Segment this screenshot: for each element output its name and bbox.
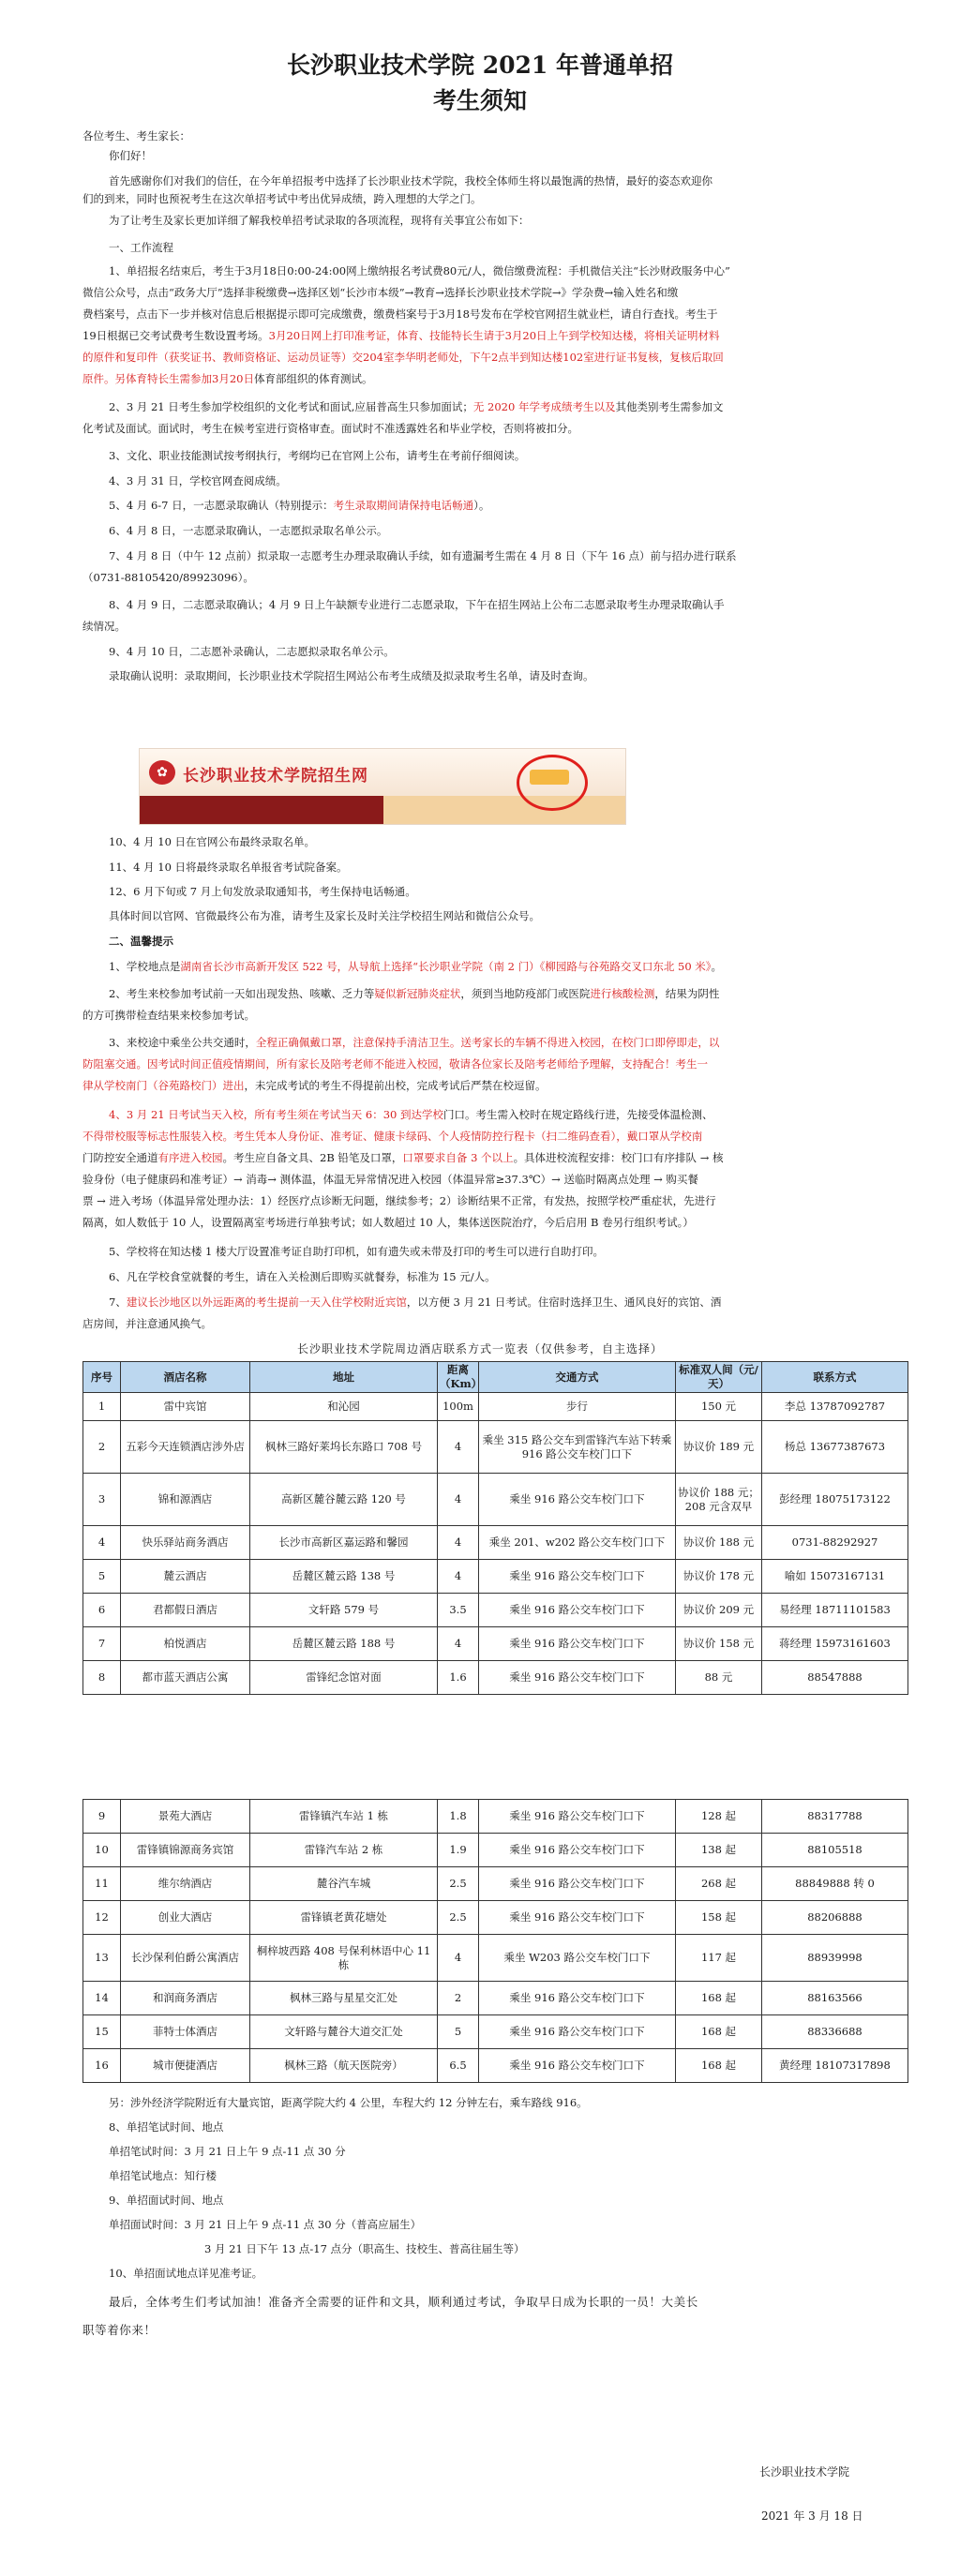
table-cell: 117 起 — [676, 1935, 762, 1982]
table-cell: 88849888 转 0 — [762, 1867, 908, 1901]
exam-line: 单招笔试时间：3 月 21 日上午 9 点-11 点 30 分 — [109, 2145, 346, 2158]
table-cell: 268 起 — [676, 1867, 762, 1901]
table-cell: 4 — [438, 1526, 479, 1560]
paragraph-line: 5、4 月 6-7 日，一志愿录取确认（特别提示：考生录取期间请保持电话畅通）。 — [109, 499, 490, 512]
table-cell: 100m — [438, 1393, 479, 1421]
table-row — [83, 1474, 908, 1526]
hotel-table-continued — [82, 1799, 908, 2083]
exam-line: 单招面试时间：3 月 21 日上午 9 点-11 点 30 分（普高应届生） — [109, 2218, 422, 2231]
table-cell: 柏悦酒店 — [121, 1627, 250, 1661]
table-cell: 4 — [438, 1935, 479, 1982]
table-header-cell: 地址 — [250, 1362, 438, 1393]
paragraph-line: 化考试及面试。面试时，考生在候考室进行资格审查。面试时不准透露姓名和毕业学校，否则将被扣分。 — [82, 422, 578, 435]
table-cell: 易经理 18711101583 — [762, 1594, 908, 1627]
table-cell: 88105518 — [762, 1834, 908, 1867]
signature-org: 长沙职业技术学院 — [759, 2465, 850, 2479]
table-cell: 君都假日酒店 — [121, 1594, 250, 1627]
table-row — [83, 1560, 908, 1594]
table-cell: 乘坐 916 路公交车校门口下 — [479, 1834, 676, 1867]
intro-line: 首先感谢你们对我们的信任，在今年单招报考中选择了长沙职业技术学院，我校全体师生将以最饱满的热情，最好的姿态欢迎你 — [109, 174, 712, 187]
table-cell: 168 起 — [676, 2049, 762, 2083]
table-header-cell: 酒店名称 — [121, 1362, 250, 1393]
table-cell: 4 — [438, 1627, 479, 1661]
table-cell: 黄经理 18107317898 — [762, 2049, 908, 2083]
paragraph-line: 原件。另体育特长生需参加3月20日体育部组织的体育测试。 — [82, 372, 373, 385]
paragraph-line: 票 → 进入考场（体温异常处理办法：1）经医疗点诊断无问题，继续参考；2）诊断结果不正常，有发热，按照学校严重症状，先进行 — [82, 1194, 716, 1207]
table-cell: 0731-88292927 — [762, 1526, 908, 1560]
banner-strip-light — [383, 796, 625, 824]
table-cell: 5 — [83, 1560, 121, 1594]
table-cell: 14 — [83, 1982, 121, 2015]
table-note: 另：涉外经济学院附近有大量宾馆，距离学院大约 4 公里，车程大约 12 分钟左右，乘车路线 916。 — [109, 2096, 588, 2109]
table-cell: 协议价 178 元 — [676, 1560, 762, 1594]
table-cell: 创业大酒店 — [121, 1901, 250, 1935]
table-cell: 雷中宾馆 — [121, 1393, 250, 1421]
table-row — [83, 1901, 908, 1935]
table-cell: 10 — [83, 1834, 121, 1867]
table-cell: 9 — [83, 1800, 121, 1834]
table-cell: 乘坐 W203 路公交车校门口下 — [479, 1935, 676, 1982]
table-cell: 乘坐 916 路公交车校门口下 — [479, 1901, 676, 1935]
table-cell: 乘坐 916 路公交车校门口下 — [479, 1800, 676, 1834]
exam-heading: 9、单招面试时间、地点 — [109, 2194, 224, 2207]
paragraph-line: 隔离，如人数低于 10 人，设置隔离室考场进行单独考试；如人数超过 10 人，集体送医院治疗，今后启用 B 卷另行组织考试。） — [82, 1216, 694, 1229]
table-cell: 维尔纳酒店 — [121, 1867, 250, 1901]
paragraph-line: 5、学校将在知达楼 1 楼大厅设置准考证自助打印机，如有遗失或未带及打印的考生可以进行自助打印。 — [109, 1245, 604, 1258]
table-cell: 1 — [83, 1393, 121, 1421]
table-cell: 枫林三路（航天医院旁） — [250, 2049, 438, 2083]
hello: 你们好！ — [109, 149, 152, 162]
table-cell: 李总 13787092787 — [762, 1393, 908, 1421]
paragraph-line: 4、3 月 21 日考试当天入校，所有考生须在考试当天 6：30 到达学校门口。考生需入校时在规定路线行进，先接受体温检测、 — [109, 1108, 713, 1121]
table-cell: 4 — [438, 1560, 479, 1594]
table-cell: 长沙市高新区嘉运路和馨园 — [250, 1526, 438, 1560]
intro-line: 为了让考生及家长更加详细了解我校单招考试录取的各项流程，现将有关事宜公布如下： — [109, 214, 530, 227]
paragraph-line: 6、4 月 8 日，一志愿录取确认，一志愿拟录取名单公示。 — [109, 524, 388, 537]
table-cell: 6 — [83, 1594, 121, 1627]
table-row — [83, 1867, 908, 1901]
table-cell: 5 — [438, 2015, 479, 2049]
exam-line: 3 月 21 日下午 13 点-17 点分（职高生、技校生、普高往届生等） — [204, 2242, 525, 2255]
paragraph-line: 1、学校地点是湖南省长沙市高新开发区 522 号，从导航上选择“长沙职业学院（南 2 门）《柳园路与谷苑路交叉口东北 50 米》。 — [109, 960, 723, 973]
table-cell: 乘坐 916 路公交车校门口下 — [479, 2049, 676, 2083]
paragraph-line: 的原件和复印件（获奖证书、教师资格证、运动员证等）交204室李华明老师处，下午2点半到知达楼102室进行证书复核，复核后取回 — [82, 351, 724, 364]
paragraph-line: 验身份（电子健康码和准考证）→ 消毒→ 测体温，体温无异常情况进入校园（体温异常≥37.3℃）→ 送临时隔离点处理 → 购买餐 — [82, 1173, 698, 1186]
table-cell: 麓云酒店 — [121, 1560, 250, 1594]
table-cell: 菲特士体酒店 — [121, 2015, 250, 2049]
table-row — [83, 1627, 908, 1661]
table-cell: 协议价 209 元 — [676, 1594, 762, 1627]
table-cell: 168 起 — [676, 1982, 762, 2015]
paragraph-line: 防阻塞交通。因考试时间正值疫情期间，所有家长及陪考老师不能进入校园，敬请各位家长及陪考老师给予理解，支持配合！考生一 — [82, 1057, 708, 1071]
paragraph-line: 不得带校服等标志性服装入校。考生凭本人身份证、准考证、健康卡绿码、个人疫情防控行程卡（扫二维码查看），戴口罩从学校南 — [82, 1130, 703, 1143]
table-cell: 喻如 15073167131 — [762, 1560, 908, 1594]
table-cell: 乘坐 916 路公交车校门口下 — [479, 1560, 676, 1594]
table-cell: 乘坐 916 路公交车校门口下 — [479, 1474, 676, 1526]
table-row — [83, 1661, 908, 1695]
table-header-cell: 交通方式 — [479, 1362, 676, 1393]
table-cell: 和沁园 — [250, 1393, 438, 1421]
table-cell: 138 起 — [676, 1834, 762, 1867]
greeting: 各位考生、考生家长： — [82, 129, 190, 142]
table-header-cell: 标准双人间（元/天） — [676, 1362, 762, 1393]
table-cell: 7 — [83, 1627, 121, 1661]
paragraph-line: 具体时间以官网、官微最终公布为准，请考生及家长及时关注学校招生网站和微信公众号。 — [109, 909, 540, 922]
table-cell: 150 元 — [676, 1393, 762, 1421]
table-cell: 6.5 — [438, 2049, 479, 2083]
table-cell: 蒋经理 15973161603 — [762, 1627, 908, 1661]
table-cell: 步行 — [479, 1393, 676, 1421]
exam-heading: 10、单招面试地点详见准考证。 — [109, 2267, 263, 2280]
paragraph-line: 店房间，并注意通风换气。 — [82, 1317, 212, 1330]
table-cell: 乘坐 916 路公交车校门口下 — [479, 1661, 676, 1695]
table-cell: 景苑大酒店 — [121, 1800, 250, 1834]
table-cell: 岳麓区麓云路 138 号 — [250, 1560, 438, 1594]
page-subtitle: 考生须知 — [432, 87, 527, 114]
paragraph-line: 3、来校途中乘坐公共交通时，全程正确佩戴口罩，注意保持手清洁卫生。送考家长的车辆不得进入校园，在校门口即停即走，以 — [109, 1036, 720, 1049]
paragraph-line: 2、3 月 21 日考生参加学校组织的文化考试和面试,应届普高生只参加面试；无 2020 年学考成绩考生以及其他类别考生需参加文 — [109, 400, 724, 413]
table-cell: 2.5 — [438, 1867, 479, 1901]
table-cell: 城市便捷酒店 — [121, 2049, 250, 2083]
table-cell: 2.5 — [438, 1901, 479, 1935]
exam-line: 单招笔试地点：知行楼 — [109, 2169, 217, 2182]
admissions-site-banner — [139, 748, 626, 825]
table-cell: 128 起 — [676, 1800, 762, 1834]
paragraph-line: 续情况。 — [82, 620, 126, 633]
table-cell: 4 — [83, 1526, 121, 1560]
paragraph-line: （0731-88105420/89923096）。 — [82, 571, 254, 584]
table-cell: 15 — [83, 2015, 121, 2049]
paragraph-line: 11、4 月 10 日将最终录取名单报省考试院备案。 — [109, 861, 348, 874]
paragraph-line: 10、4 月 10 日在官网公布最终录取名单。 — [109, 835, 316, 848]
table-cell: 彭经理 18075173122 — [762, 1474, 908, 1526]
table-cell: 岳麓区麓云路 188 号 — [250, 1627, 438, 1661]
table-cell: 88317788 — [762, 1800, 908, 1834]
table-row — [83, 2049, 908, 2083]
table-cell: 协议价 189 元 — [676, 1421, 762, 1474]
table-row — [83, 1526, 908, 1560]
paragraph-line: 微信公众号，点击“政务大厅”选择非税缴费→选择区划“长沙市本级”→教育→选择长沙职业技术学院→》学杂费→输入姓名和缴 — [82, 286, 679, 299]
table-cell: 13 — [83, 1935, 121, 1982]
table-header-row — [83, 1362, 908, 1393]
table-cell: 88163566 — [762, 1982, 908, 2015]
table-row — [83, 2015, 908, 2049]
table-cell: 雷锋镇老黄花塘处 — [250, 1901, 438, 1935]
paragraph-line: 2、考生来校参加考试前一天如出现发热、咳嗽、乏力等疑似新冠肺炎症状，须到当地防疫部门或医院进行核酸检测，结果为阴性 — [109, 987, 720, 1000]
school-logo-icon: ✿ — [149, 760, 175, 785]
table-cell: 1.6 — [438, 1661, 479, 1695]
table-cell: 3.5 — [438, 1594, 479, 1627]
table-cell: 五彩今天连锁酒店涉外店 — [121, 1421, 250, 1474]
paragraph-line: 律从学校南门（谷苑路校门）进出，未完成考试的考生不得提前出校，完成考试后严禁在校逗留。 — [82, 1079, 547, 1092]
table-cell: 乘坐 201、w202 路公交车校门口下 — [479, 1526, 676, 1560]
table-cell: 协议价 188 元；208 元含双早 — [676, 1474, 762, 1526]
paragraph-line: 7、4 月 8 日（中午 12 点前）拟录取一志愿考生办理录取确认手续，如有遗漏考生需在 4 月 8 日（下午 16 点）前与招办进行联系 — [109, 549, 737, 562]
table-cell: 协议价 188 元 — [676, 1526, 762, 1560]
table-cell: 都市蓝天酒店公寓 — [121, 1661, 250, 1695]
table-row — [83, 1800, 908, 1834]
section-heading: 二、温馨提示 — [109, 935, 173, 948]
table-cell: 乘坐 916 路公交车校门口下 — [479, 1867, 676, 1901]
table-cell: 11 — [83, 1867, 121, 1901]
table-cell: 16 — [83, 2049, 121, 2083]
red-circle-marker — [517, 755, 588, 811]
table-cell: 4 — [438, 1421, 479, 1474]
paragraph-line: 费档案号，点击下一步并核对信息后根据提示即可完成缴费，缴费档案号于3月18号发布在学校官网招生就业栏，请自行查找。考生于 — [82, 307, 718, 321]
paragraph-line: 门防控安全通道有序进入校园。考生应自备文具、2B 铅笔及口罩，口罩要求自备 3 个以上。具体进校流程安排：校门口有序排队 → 核 — [82, 1151, 724, 1164]
table-cell: 8 — [83, 1661, 121, 1695]
table-cell: 3 — [83, 1474, 121, 1526]
paragraph-line: 录取确认说明：录取期间，长沙职业技术学院招生网站公布考生成绩及拟录取考生名单，请及时查询。 — [109, 669, 594, 682]
table-cell: 麓谷汽车城 — [250, 1867, 438, 1901]
table-cell: 2 — [438, 1982, 479, 2015]
table-row — [83, 1935, 908, 1982]
table-cell: 乘坐 315 路公交车到雷锋汽车站下转乘 916 路公交车校门口下 — [479, 1421, 676, 1474]
table-cell: 乘坐 916 路公交车校门口下 — [479, 1627, 676, 1661]
table-cell: 桐梓坡西路 408 号保利林语中心 11 栋 — [250, 1935, 438, 1982]
table-cell: 1.9 — [438, 1834, 479, 1867]
table-cell: 12 — [83, 1901, 121, 1935]
paragraph-line: 7、建议长沙地区以外远距离的考生提前一天入住学校附近宾馆，以方便 3 月 21 日考试。住宿时选择卫生、通风良好的宾馆、酒 — [109, 1295, 722, 1309]
page-title: 长沙职业技术学院 2021 年普通单招 — [287, 52, 673, 79]
paragraph-line: 8、4 月 9 日，二志愿录取确认；4 月 9 日上午缺额专业进行二志愿录取，下午在招生网站上公布二志愿录取考生办理录取确认手 — [109, 598, 725, 611]
table-cell: 乘坐 916 路公交车校门口下 — [479, 1982, 676, 2015]
paragraph-line: 12、6 月下旬或 7 月上旬发放录取通知书，考生保持电话畅通。 — [109, 885, 416, 898]
banner-title: 长沙职业技术学院招生网 — [183, 767, 368, 786]
table-cell: 枫林三路与星星交汇处 — [250, 1982, 438, 2015]
intro-line: 们的到来，同时也预祝考生在这次单招考试中考出优异成绩，跨入理想的大学之门。 — [82, 192, 482, 205]
table-cell: 雷锋镇汽车站 1 栋 — [250, 1800, 438, 1834]
signature-date: 2021 年 3 月 18 日 — [761, 2509, 863, 2523]
exam-heading: 8、单招笔试时间、地点 — [109, 2120, 224, 2134]
table-cell: 雷锋纪念馆对面 — [250, 1661, 438, 1695]
paragraph-line: 19日根据已交考试费考生数设置考场。3月20日网上打印准考证，体育、技能特长生请于3月20日上午到学校知达楼，将相关证明材料 — [82, 329, 720, 342]
table-row — [83, 1393, 908, 1421]
section-heading: 一、工作流程 — [109, 241, 173, 254]
closing-line: 职等着你来！ — [82, 2323, 157, 2337]
table-row — [83, 1834, 908, 1867]
table-cell: 枫林三路好莱坞长东路口 708 号 — [250, 1421, 438, 1474]
table-cell: 168 起 — [676, 2015, 762, 2049]
table-header-cell: 序号 — [83, 1362, 121, 1393]
table-cell: 乘坐 916 路公交车校门口下 — [479, 1594, 676, 1627]
paragraph-line: 3、文化、职业技能测试按考纲执行，考纲均已在官网上公布，请考生在考前仔细阅读。 — [109, 449, 526, 462]
table-row — [83, 1421, 908, 1474]
paragraph-line: 6、凡在学校食堂就餐的考生，请在入关检测后即购买就餐券，标准为 15 元/人。 — [109, 1270, 496, 1283]
paragraph-line: 9、4 月 10 日，二志愿补录确认，二志愿拟录取名单公示。 — [109, 645, 395, 658]
table-cell: 文轩路 579 号 — [250, 1594, 438, 1627]
table-cell: 88336688 — [762, 2015, 908, 2049]
table-header-cell: 距离（Km） — [438, 1362, 479, 1393]
table-cell: 杨总 13677387673 — [762, 1421, 908, 1474]
hotel-table — [82, 1361, 908, 1695]
table-cell: 文轩路与麓谷大道交汇处 — [250, 2015, 438, 2049]
table-cell: 158 起 — [676, 1901, 762, 1935]
table-cell: 乘坐 916 路公交车校门口下 — [479, 2015, 676, 2049]
table-cell: 1.8 — [438, 1800, 479, 1834]
table-cell: 雷锋镇锦源商务宾馆 — [121, 1834, 250, 1867]
table-cell: 雷锋汽车站 2 栋 — [250, 1834, 438, 1867]
table-cell: 协议价 158 元 — [676, 1627, 762, 1661]
table-cell: 4 — [438, 1474, 479, 1526]
paragraph-line: 4、3 月 31 日，学校官网查阅成绩。 — [109, 474, 287, 487]
table-cell: 88939998 — [762, 1935, 908, 1982]
table-cell: 长沙保利伯爵公寓酒店 — [121, 1935, 250, 1982]
table-cell: 88 元 — [676, 1661, 762, 1695]
paragraph-line: 的方可携带检查结果来校参加考试。 — [82, 1009, 255, 1022]
table-caption: 长沙职业技术学院周边酒店联系方式一览表（仅供参考，自主选择） — [296, 1342, 663, 1355]
table-cell: 88547888 — [762, 1661, 908, 1695]
table-cell: 2 — [83, 1421, 121, 1474]
table-cell: 和润商务酒店 — [121, 1982, 250, 2015]
table-cell: 锦和源酒店 — [121, 1474, 250, 1526]
closing-line: 最后，全体考生们考试加油！准备齐全需要的证件和文具，顺利通过考试，争取早日成为长职的一员！大美长 — [109, 2295, 698, 2309]
table-row — [83, 1982, 908, 2015]
table-header-cell: 联系方式 — [762, 1362, 908, 1393]
paragraph-line: 1、单招报名结束后，考生于3月18日0:00-24:00网上缴纳报名考试费80元/人，微信缴费流程：手机微信关注“长沙财政服务中心” — [109, 264, 730, 277]
table-row — [83, 1594, 908, 1627]
table-cell: 高新区麓谷麓云路 120 号 — [250, 1474, 438, 1526]
table-cell: 快乐驿站商务酒店 — [121, 1526, 250, 1560]
table-cell: 88206888 — [762, 1901, 908, 1935]
